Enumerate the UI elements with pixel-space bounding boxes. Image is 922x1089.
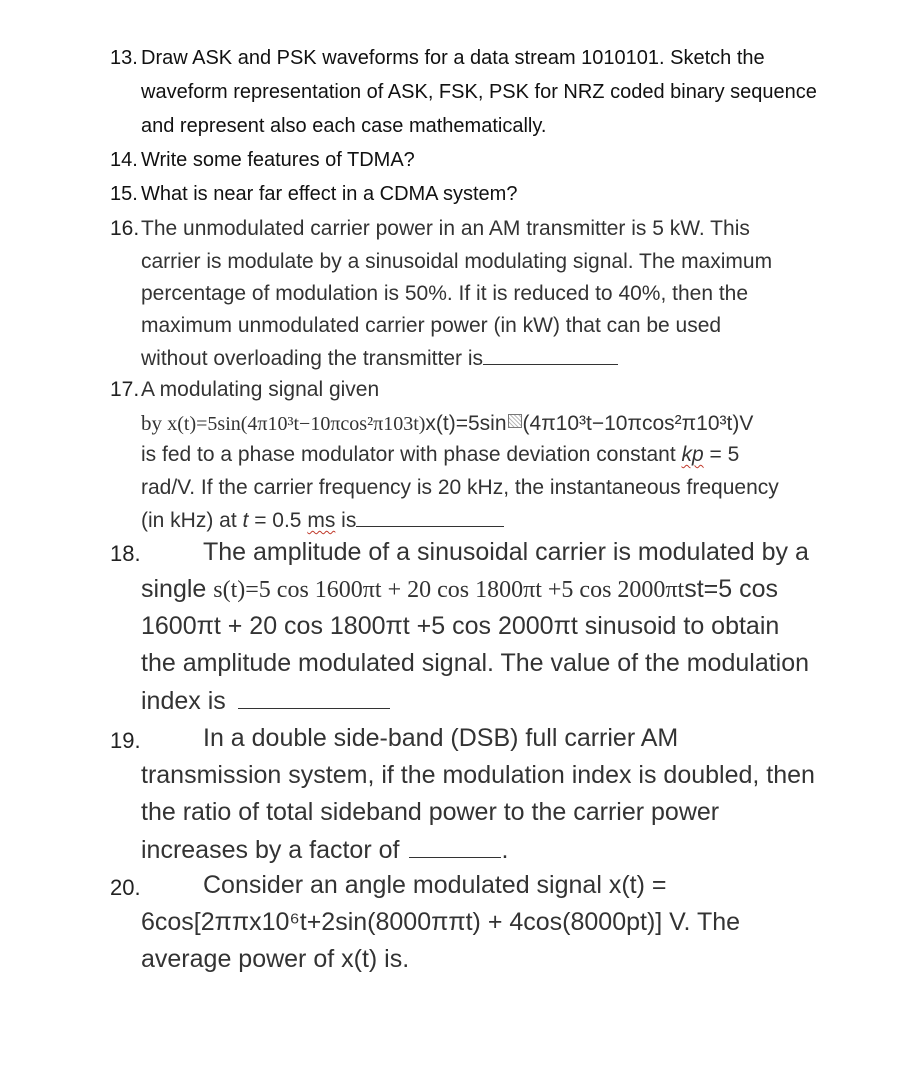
time-variable-t: t [242, 509, 249, 532]
answer-blank-17 [356, 508, 504, 527]
question-14-number: 14. [110, 149, 138, 171]
question-17-line-3-b: = 5 [703, 443, 740, 466]
question-18-line-3: 1600πt + 20 cos 1800πt +5 cos 2000πt sinusoid to obtain [141, 612, 780, 640]
question-18-number: 18. [110, 541, 141, 566]
question-19-line-1: In a double side-band (DSB) full carrier AM [203, 724, 679, 752]
question-16-line-5-text: without overloading the transmitter is [141, 347, 483, 370]
question-13-number: 13. [110, 47, 138, 69]
question-17-rest-a: x(t)=5sin [425, 412, 507, 435]
question-18-line-5-text: index is [141, 687, 226, 715]
question-17-line-3 [141, 443, 739, 467]
question-17-line-1: A modulating signal given [141, 378, 380, 401]
question-13-line-3: and represent also each case mathematically. [141, 115, 547, 137]
question-16-line-1: The unmodulated carrier power in an AM transmitter is 5 kW. This [141, 217, 750, 240]
question-17-rest-b: (4π10³t−10πcos²π10³t)V [522, 412, 754, 435]
question-17-line-5-a: (in kHz) at [141, 509, 243, 532]
question-17-line-2 [141, 411, 753, 436]
question-18-line-2-a: single [141, 575, 214, 603]
question-19-line-4-text: increases by a factor of [141, 836, 400, 864]
question-16-line-5 [141, 346, 618, 371]
question-13-line-1: Draw ASK and PSK waveforms for a data stream 1010101. Sketch the [141, 47, 765, 69]
question-17-line-4: rad/V. If the carrier frequency is 20 kHz, the instantaneous frequency [141, 476, 779, 499]
answer-blank-18 [238, 686, 390, 709]
question-16-number: 16. [110, 217, 140, 240]
question-20-line-1: Consider an angle modulated signal x(t) = [203, 871, 667, 899]
answer-blank-19 [409, 835, 501, 858]
question-15-text: What is near far effect in a CDMA system? [141, 183, 518, 205]
question-17-line-5-b: = 0.5 [248, 509, 308, 532]
answer-blank-16 [483, 346, 618, 365]
missing-glyph-icon [508, 414, 522, 428]
question-16-line-3: percentage of modulation is 50%. If it is reduced to 40%, then the [141, 282, 749, 305]
question-18-line-4: the amplitude modulated signal. The value of the modulation [141, 649, 810, 677]
question-14-text: Write some features of TDMA? [141, 149, 415, 171]
question-19-line-3: the ratio of total sideband power to the carrier power [141, 798, 720, 826]
question-13-line-2: waveform representation of ASK, FSK, PSK for NRZ coded binary sequence [141, 81, 817, 103]
phase-constant-kp: kp [681, 443, 704, 466]
question-17-prefix: by [141, 411, 168, 435]
question-15-number: 15. [110, 183, 138, 205]
question-19-number: 19. [110, 728, 141, 753]
question-17-number: 17. [110, 378, 140, 401]
question-18-line-2 [141, 575, 778, 604]
question-18-line-1: The amplitude of a sinusoidal carrier is modulated by a [203, 538, 809, 566]
question-18-math: s(t)=5 cos 1600πt + 20 cos 1800πt +5 cos 2000πt [213, 577, 685, 603]
question-19-line-4-end: . [501, 836, 509, 864]
question-19-line-4 [141, 835, 508, 865]
question-20-line-3: average power of x(t) is. [141, 945, 410, 973]
question-17-line-3-a: is fed to a phase modulator with phase deviation constant [141, 443, 682, 466]
question-18-line-2-b: st=5 cos [684, 575, 779, 603]
question-18-line-5 [141, 686, 390, 716]
question-20-number: 20. [110, 875, 141, 900]
question-19-line-2: transmission system, if the modulation index is doubled, then [141, 761, 815, 789]
question-17-line-5-c: is [335, 509, 357, 532]
question-16-line-2: carrier is modulate by a sinusoidal modulating signal. The maximum [141, 250, 773, 273]
question-20-line-2: 6cos[2ππx10⁶t+2sin(8000ππt) + 4cos(8000pt)] V. The [141, 908, 741, 936]
question-16-line-4: maximum unmodulated carrier power (in kW) that can be used [141, 314, 722, 337]
question-17-math: x(t)=5sin(4π10³t−10πcos²π103t) [167, 413, 426, 435]
question-17-line-5 [141, 508, 504, 533]
unit-ms: ms [307, 509, 336, 532]
